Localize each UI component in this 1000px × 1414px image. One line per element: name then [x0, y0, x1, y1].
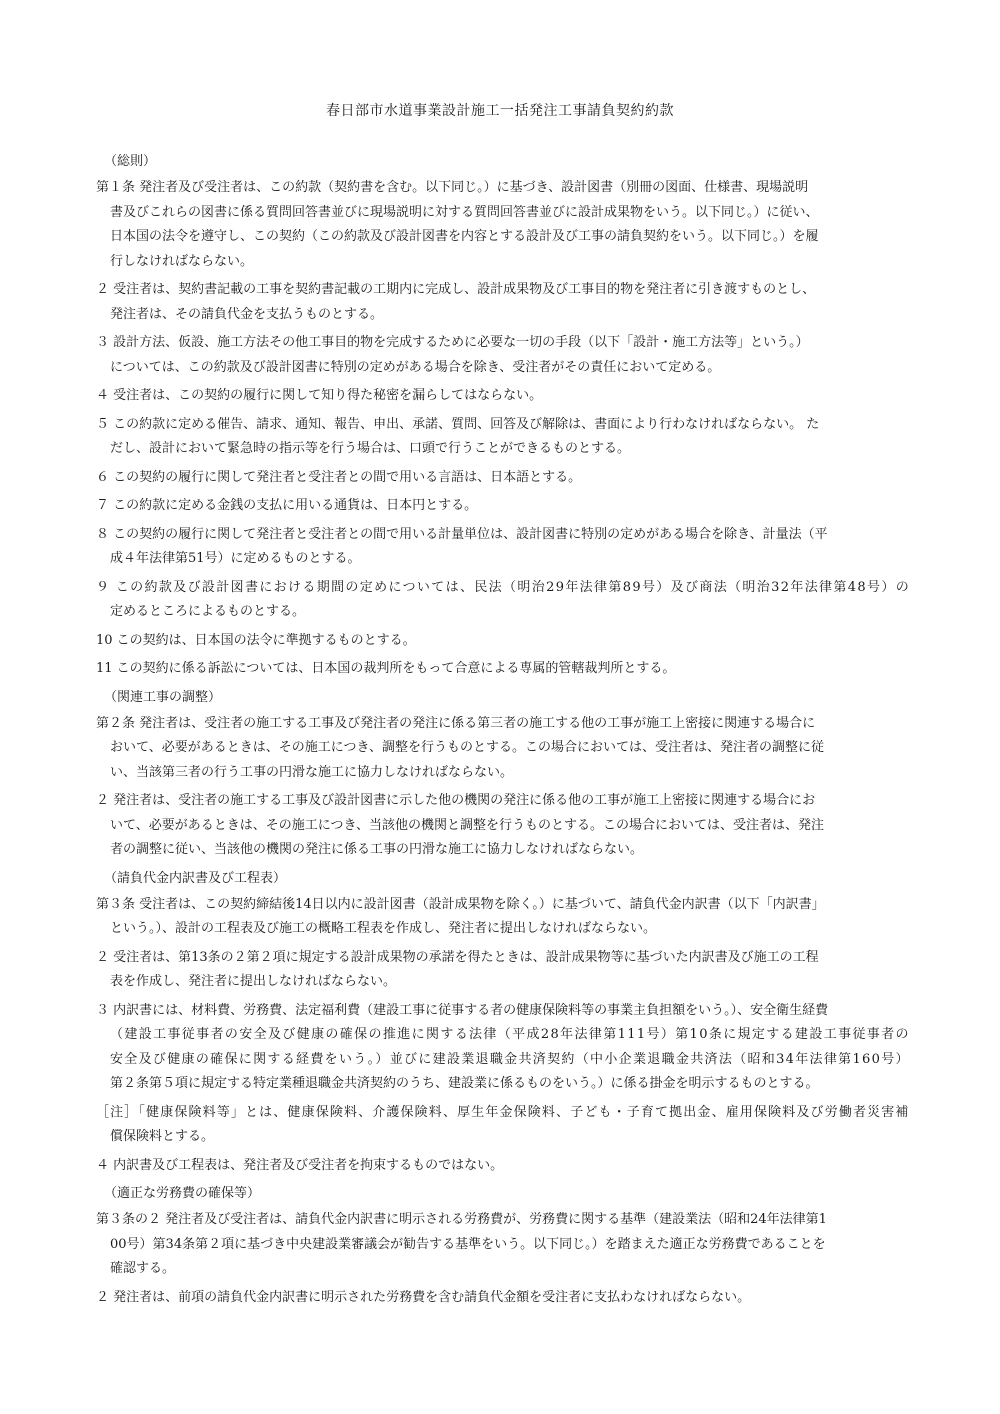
clause-line: 定めるところによるものとする。: [110, 604, 306, 619]
clause-paragraph: [96, 278, 910, 327]
section-heading: （適正な労務費の確保等）: [104, 1186, 261, 1201]
clause-paragraph: [96, 494, 910, 519]
document-body: [96, 150, 910, 1314]
clause-line: ７ この約款に定める金銭の支払に用いる通貨は、日本円とする。: [96, 498, 478, 513]
clause-paragraph: [96, 789, 910, 863]
clause-paragraph: [96, 893, 910, 942]
section-heading: （総則）: [104, 154, 157, 169]
clause-line: 第１条 発注者及び受注者は、この約款（契約書を含む。以下同じ。）に基づき、設計図書（別冊の図面、仕様書、現場説明: [96, 180, 809, 195]
clause-line: という。）、設計の工程表及び施工の概略工程表を作成し、発注者に提出しなければならない。: [110, 921, 657, 936]
clause-line: ８ この契約の履行に関して発注者と受注者との間で用いる計量単位は、設計図書に特別の定めがある場合を除き、計量法（平: [96, 526, 828, 542]
clause-line: ４ 受注者は、この契約の履行に関して知り得た秘密を漏らしてはならない。: [96, 388, 543, 403]
clause-line: ３ 設計方法、仮設、施工方法その他工事目的物を完成するために必要な一切の手段（以下「設計・施工方法等」という。）: [96, 335, 809, 350]
clause-line: 者の調整に従い、当該他の機関の発注に係る工事の円滑な施工に協力しなければならない。: [110, 842, 644, 857]
clause-line: おいて、必要があるときは、その施工につき、調整を行うものとする。この場合においては、受注者は、発注者の調整に従: [110, 740, 824, 755]
clause-line: ［注］「健康保険料等」とは、健康保険料、介護保険料、厚生年金保険料、子ども・子育て拠出金、雇用保険料及び労働者災害補: [96, 1104, 910, 1120]
clause-paragraph: [96, 523, 910, 572]
clause-line: ３ 内訳書には、材料費、労務費、法定福利費（建設工事に従事する者の健康保険料等の事業主負担額をいう。）、安全衛生経費: [96, 1002, 829, 1018]
clause-line: ９ この約款及び設計図書における期間の定めについては、民法（明治29年法律第89号）及び商法（明治32年法律第48号）の: [96, 579, 911, 595]
clause-line: 11 この契約に係る訴訟については、日本国の裁判所をもって合意による専属的管轄裁判所とする。: [96, 661, 676, 676]
clause-line: については、この約款及び設計図書に特別の定めがある場合を除き、受注者がその責任において定める。: [110, 359, 721, 375]
clause-line: ２ 発注者は、前項の請負代金内訳書に明示された労務費を含む請負代金額を受注者に支払わなければならない。: [96, 1289, 751, 1305]
clause-line: （建設工事従事者の安全及び健康の確保の推進に関する法律（平成28年法律第111号）第10条に規定する建設工事従事者の: [110, 1027, 910, 1042]
clause-line: いて、必要があるときは、その施工につき、当該他の機関と調整を行うものとする。この場合においては、受注者は、発注: [110, 817, 824, 833]
clause-paragraph: [96, 1208, 910, 1282]
clause-line: い、当該第三者の行う工事の円滑な施工に協力しなければならない。: [110, 764, 514, 780]
clause-line: 10 この契約は、日本国の法令に準拠するものとする。: [96, 632, 416, 648]
clause-paragraph: [96, 657, 910, 682]
clause-paragraph: [96, 629, 910, 654]
clause-line: ５ この約款に定める催告、請求、通知、報告、申出、承諾、質問、回答及び解除は、書面により行わなければならない。 た: [96, 416, 820, 432]
clause-line: 00号）第34条第２項に基づき中央建設業審議会が勧告する基準をいう。以下同じ。）を踏まえた適正な労務費であることを: [110, 1236, 826, 1252]
clause-paragraph: [96, 176, 910, 274]
note-paragraph: [96, 1101, 910, 1150]
clause-paragraph: [96, 331, 910, 380]
clause-line: 第２条第５項に規定する特定業種退職金共済契約のうち、建設業に係るものをいう。）に係る掛金を明示するものとする。: [110, 1076, 819, 1091]
clause-paragraph: [96, 1154, 910, 1179]
clause-line: 安全及び健康の確保に関する経費をいう。）並びに建設業退職金共済契約（中小企業退職金共済法（昭和34年法律第160号）: [110, 1051, 910, 1067]
clause-paragraph: [96, 712, 910, 786]
clause-line: 償保険料とする。: [110, 1129, 215, 1144]
section-heading: （関連工事の調整）: [104, 689, 222, 705]
clause-line: 成４年法律第51号）に定めるものとする。: [110, 551, 361, 566]
clause-paragraph: [96, 999, 910, 1097]
clause-line: 第３条 受注者は、この契約締結後14日以内に設計図書（設計成果物を除く。）に基づいて、請負代金内訳書（以下「内訳書」: [96, 896, 825, 912]
clause-paragraph: [96, 466, 910, 491]
clause-line: ２ 受注者は、契約書記載の工事を契約書記載の工期内に完成し、設計成果物及び工事目的物を発注者に引き渡すものとし、: [96, 282, 816, 297]
clause-paragraph: [96, 946, 910, 995]
clause-line: 日本国の法令を遵守し、この契約（この約款及び設計図書を内容とする設計及び工事の請負契約をいう。以下同じ。）を履: [110, 229, 819, 244]
clause-line: ６ この契約の履行に関して発注者と受注者との間で用いる言語は、日本語とする。: [96, 469, 582, 485]
clause-line: だし、設計において緊急時の指示等を行う場合は、口頭で行うことができるものとする。: [110, 441, 631, 456]
clause-line: 表を作成し、発注者に提出しなければならない。: [110, 974, 397, 989]
clause-line: 第２条 発注者は、受注者の施工する工事及び発注者の発注に係る第三者の施工する他の工事が施工上密接に関連する場合に: [96, 715, 816, 731]
clause-paragraph: [96, 1286, 910, 1311]
clause-line: 第３条の２ 発注者及び受注者は、請負代金内訳書に明示される労務費が、労務費に関する基準（建設業法（昭和24年法律第1: [96, 1212, 827, 1227]
document-title: 春日部市水道事業設計施工一括発注工事請負契約約款: [326, 103, 674, 119]
clause-line: ４ 内訳書及び工程表は、発注者及び受注者を拘束するものではない。: [96, 1157, 504, 1173]
section-heading: （請負代金内訳書及び工程表）: [104, 870, 287, 886]
clause-line: ２ 受注者は、第13条の２第２項に規定する設計成果物の承諾を得たときは、設計成果物等に基づいた内訳書及び施工の工程: [96, 949, 819, 965]
clause-paragraph: [96, 384, 910, 409]
clause-line: ２ 発注者は、受注者の施工する工事及び設計図書に示した他の機関の発注に係る他の工事が施工上密接に関連する場合にお: [96, 793, 816, 808]
clause-line: 確認する。: [110, 1261, 176, 1276]
clause-line: 書及びこれらの図書に係る質問回答書並びに現場説明に対する質問回答書並びに設計成果物をいう。以下同じ。）に従い、: [110, 204, 819, 220]
clause-paragraph: [96, 576, 910, 625]
clause-paragraph: [96, 413, 910, 462]
clause-line: 行しなければならない。: [110, 253, 254, 269]
clause-line: 発注者は、その請負代金を支払うものとする。: [110, 306, 384, 322]
